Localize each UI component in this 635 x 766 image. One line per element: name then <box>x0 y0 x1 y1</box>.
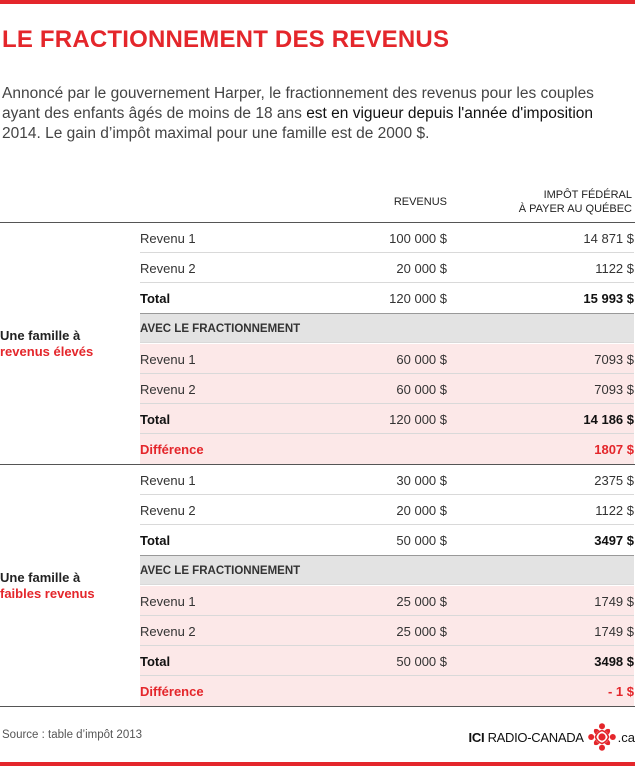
group-label-line1: Une famille à <box>0 570 81 585</box>
table-row-total <box>140 404 634 434</box>
row-label: Revenu 1 <box>140 594 196 609</box>
row-label: Différence <box>140 684 204 699</box>
row-impot: 3497 $ <box>594 533 634 548</box>
table-row <box>140 223 634 253</box>
row-revenus: 20 000 $ <box>396 503 447 518</box>
group-label-line1: Une famille à <box>0 328 81 343</box>
row-label: Revenu 2 <box>140 624 196 639</box>
row-impot: - 1 $ <box>607 684 634 699</box>
source-note: Source : table d’impôt 2013 <box>2 729 143 741</box>
row-label: Total <box>140 654 171 669</box>
row-impot: 7093 $ <box>594 352 634 367</box>
row-revenus: 25 000 $ <box>396 594 447 609</box>
row-revenus: 120 000 $ <box>389 291 447 306</box>
section-header-fractionnement <box>140 555 634 585</box>
row-impot: 1749 $ <box>594 594 634 609</box>
table-row <box>140 586 634 616</box>
row-label: Total <box>140 533 171 548</box>
row-impot: 14 186 $ <box>583 412 634 427</box>
logo-ici: ICI <box>468 729 485 745</box>
table-row <box>140 253 634 283</box>
radio-canada-gem-icon <box>588 723 616 751</box>
column-header-impot-line1: IMPÔT FÉDÉRAL <box>543 189 632 201</box>
row-label: Revenu 1 <box>140 473 196 488</box>
row-revenus: 50 000 $ <box>396 533 447 548</box>
row-impot: 1122 $ <box>595 503 634 518</box>
row-label: Différence <box>140 442 204 457</box>
row-revenus: 30 000 $ <box>396 473 447 488</box>
row-revenus: 20 000 $ <box>396 261 447 276</box>
row-label: Total <box>140 412 171 427</box>
row-impot: 14 871 $ <box>583 231 634 246</box>
row-impot: 3498 $ <box>594 654 634 669</box>
row-revenus: 25 000 $ <box>396 624 447 639</box>
table-bottom-rule <box>0 706 635 707</box>
row-label: Revenu 1 <box>140 352 196 367</box>
row-impot: 1749 $ <box>594 624 634 639</box>
page-title: LE FRACTIONNEMENT DES REVENUS <box>2 26 450 53</box>
table-row <box>140 374 634 404</box>
section-header-label: AVEC LE FRACTIONNEMENT <box>140 323 301 335</box>
table-row-total <box>140 283 634 313</box>
top-accent-bar <box>0 0 635 4</box>
intro-text-highlight: est en vigueur depuis l'année d'imposition <box>306 105 594 122</box>
row-impot: 15 993 $ <box>583 291 634 306</box>
row-label: Revenu 2 <box>140 261 196 276</box>
table-row <box>140 616 634 646</box>
bottom-accent-bar <box>0 762 635 766</box>
table-row-total <box>140 525 634 555</box>
row-impot: 7093 $ <box>594 382 634 397</box>
row-revenus: 50 000 $ <box>396 654 447 669</box>
row-impot: 1807 $ <box>594 442 634 457</box>
column-header-impot-line2: À PAYER AU QUÉBEC <box>518 203 632 215</box>
table-row <box>140 465 634 495</box>
intro-text-2: 2014. Le gain d’impôt maximal pour une famille est de 2000 $. <box>2 125 430 142</box>
intro-text-1: Annoncé par le gouvernement Harper, le fractionnement des revenus pour les couples ayant des enfants âgés de moins de 18 ans <box>2 85 594 122</box>
logo-tld: .ca <box>617 729 635 745</box>
intro-paragraph <box>2 84 634 144</box>
row-impot: 1122 $ <box>595 261 634 276</box>
row-label: Revenu 2 <box>140 503 196 518</box>
table-row-difference <box>140 434 634 464</box>
group-label-low-income <box>0 570 95 602</box>
row-revenus: 100 000 $ <box>389 231 447 246</box>
table-row-total <box>140 646 634 676</box>
group-label-line2: revenus élevés <box>0 344 94 359</box>
row-label: Total <box>140 291 171 306</box>
radio-canada-logo <box>469 723 635 751</box>
group-label-line2: faibles revenus <box>0 586 95 601</box>
column-header-impot <box>519 188 632 216</box>
column-header-revenus: REVENUS <box>393 196 447 208</box>
row-label: Revenu 1 <box>140 231 196 246</box>
section-header-label: AVEC LE FRACTIONNEMENT <box>140 565 301 577</box>
row-revenus: 60 000 $ <box>396 382 447 397</box>
row-revenus: 120 000 $ <box>389 412 447 427</box>
row-impot: 2375 $ <box>594 473 634 488</box>
logo-name: RADIO-CANADA <box>487 729 584 745</box>
row-revenus: 60 000 $ <box>396 352 447 367</box>
table-row <box>140 495 634 525</box>
table-row-difference <box>140 676 634 706</box>
row-label: Revenu 2 <box>140 382 196 397</box>
logo-wordmark <box>469 730 584 745</box>
table-row <box>140 344 634 374</box>
section-header-fractionnement <box>140 313 634 343</box>
group-label-high-income <box>0 328 93 360</box>
